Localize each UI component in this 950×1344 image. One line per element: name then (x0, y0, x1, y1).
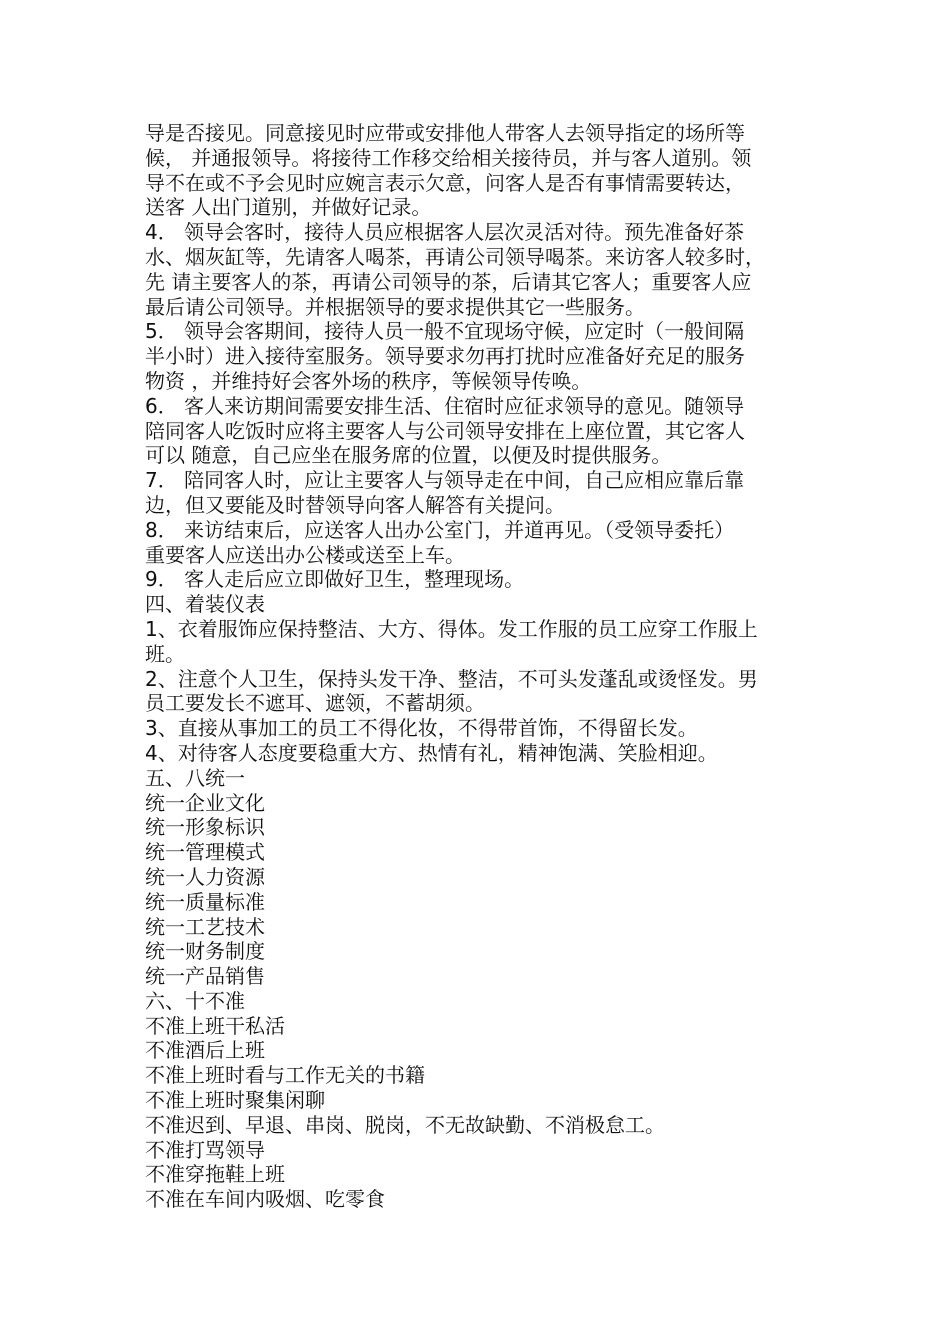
text-line: 不准酒后上班 (145, 1038, 265, 1063)
text-line: 统一管理模式 (145, 840, 265, 865)
text-line: 统一企业文化 (145, 790, 265, 815)
text-line: 6． 客人来访期间需要安排生活、住宿时应征求领导的意见。随领导 (145, 393, 745, 418)
text-line: 五、八统一 (145, 765, 245, 790)
text-line: 1、衣着服饰应保持整洁、大方、得体。发工作服的员工应穿工作服上 (145, 616, 758, 641)
text-line: 统一形象标识 (145, 815, 265, 840)
text-line: 2、注意个人卫生，保持头发干净、整洁，不可头发蓬乱或烫怪发。男 (145, 666, 758, 691)
text-line: 员工要发长不遮耳、遮领，不蓄胡须。 (145, 691, 485, 716)
text-line: 统一工艺技术 (145, 914, 265, 939)
text-line: 3、直接从事加工的员工不得化妆，不得带首饰，不得留长发。 (145, 716, 698, 741)
text-line: 7． 陪同客人时，应让主要客人与领导走在中间，自己应相应靠后靠 (145, 468, 745, 493)
text-line: 统一人力资源 (145, 864, 265, 889)
text-line: 统一财务制度 (145, 939, 265, 964)
text-line: 9． 客人走后应立即做好卫生，整理现场。 (145, 567, 525, 592)
text-line: 水、烟灰缸等，先请客人喝茶，再请公司领导喝茶。来访客人较多时， (145, 244, 765, 269)
text-line: 先 请主要客人的茶，再请公司领导的茶，后请其它客人；重要客人应 (145, 269, 752, 294)
text-line: 导不在或不予会见时应婉言表示欠意，问客人是否有事情需要转达， (145, 170, 745, 195)
document-body (145, 121, 815, 1212)
text-line: 不准上班时看与工作无关的书籍 (145, 1063, 425, 1088)
text-line: 边，但又要能及时替领导向客人解答有关提问。 (145, 492, 565, 517)
text-line: 4． 领导会客时，接待人员应根据客人层次灵活对待。预先准备好茶 (145, 220, 745, 245)
text-line: 送客 人出门道别，并做好记录。 (145, 195, 432, 220)
text-line: 不准在车间内吸烟、吃零食 (145, 1187, 385, 1212)
text-line: 候， 并通报领导。将接待工作移交给相关接待员，并与客人道别。领 (145, 145, 752, 170)
text-line: 不准迟到、早退、串岗、脱岗，不无故缺勤、不消极怠工。 (145, 1112, 665, 1137)
text-line: 不准上班时聚集闲聊 (145, 1088, 325, 1113)
text-line: 8． 来访结束后，应送客人出办公室门，并道再见。（受领导委托） (145, 517, 735, 542)
text-line: 统一质量标准 (145, 889, 265, 914)
text-line: 班。 (145, 641, 185, 666)
text-line: 不准打骂领导 (145, 1137, 265, 1162)
text-line: 5． 领导会客期间，接待人员一般不宜现场守候，应定时（一般间隔 (145, 319, 745, 344)
text-line: 四、着装仪表 (145, 592, 265, 617)
text-line: 可以 随意，自己应坐在服务席的位置，以便及时提供服务。 (145, 443, 672, 468)
text-line: 导是否接见。同意接见时应带或安排他人带客人去领导指定的场所等 (145, 121, 745, 145)
text-line: 最后请公司领导。并根据领导的要求提供其它一些服务。 (145, 294, 645, 319)
text-line: 重要客人应送出办公楼或送至上车。 (145, 542, 465, 567)
text-line: 不准上班干私活 (145, 1013, 285, 1038)
text-line: 4、对待客人态度要稳重大方、热情有礼，精神饱满、笑脸相迎。 (145, 740, 718, 765)
text-line: 六、十不准 (145, 988, 245, 1013)
text-line: 陪同客人吃饭时应将主要客人与公司领导安排在上座位置，其它客人 (145, 418, 745, 443)
text-line: 半小时）进入接待室服务。领导要求勿再打扰时应准备好充足的服务 (145, 344, 745, 369)
text-line: 统一产品销售 (145, 964, 265, 989)
text-line: 物资 ，并维持好会客外场的秩序，等候领导传唤。 (145, 368, 592, 393)
text-line: 不准穿拖鞋上班 (145, 1162, 285, 1187)
